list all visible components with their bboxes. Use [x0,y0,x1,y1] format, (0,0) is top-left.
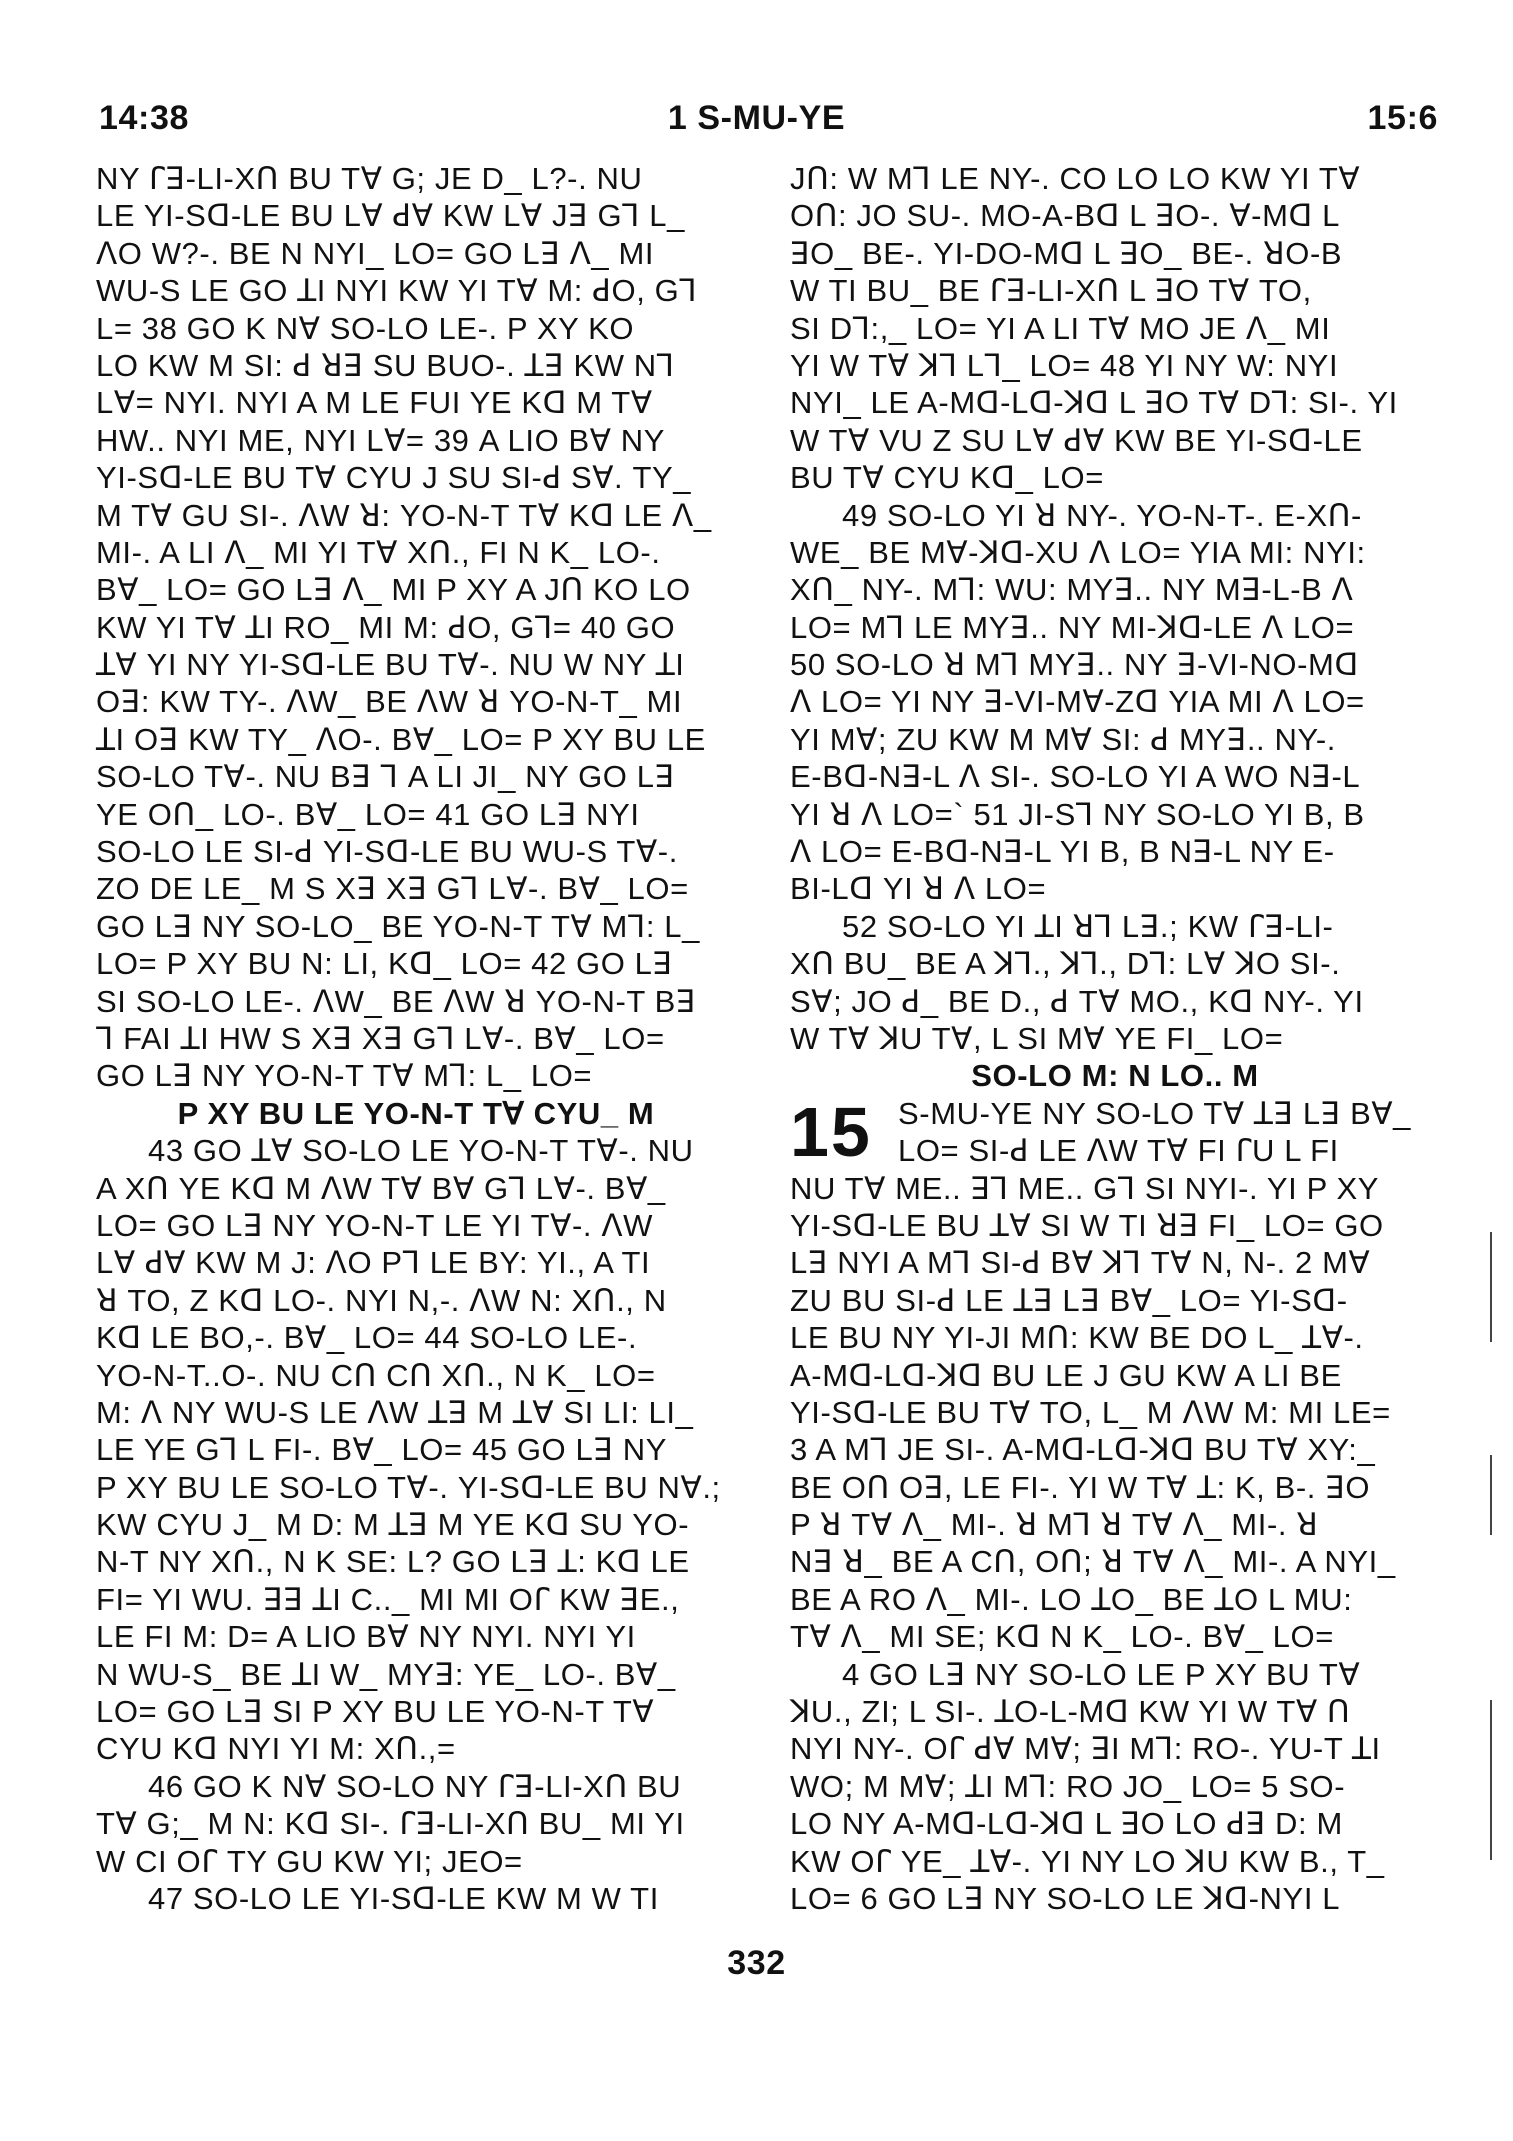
right-text-column [790,160,1440,1917]
text-line: CYU Kꓷ NYI YI M: Xꓵ.,= [96,1731,456,1767]
left-paragraph-1 [96,160,736,1095]
text-line: ꓥ LO= YI NY ꓱ-VI-Mꓯ-Zꓷ YIA MI ꓥ LO= [790,684,1365,720]
text-line: ꓶ FAI ꓕI HW S Xꓱ Xꓱ Gꓶ Lꓯ-. Bꓯ_ LO= [96,1020,665,1056]
text-line: NU Tꓯ ME.. ꓱꓶ ME.. Gꓶ SI NYI-. YI P XY [790,1170,1380,1206]
text-line: Sꓯ; JO ꓒ_ BE D., ꓒ Tꓯ MO., Kꓷ NY-. YI [790,983,1364,1019]
left-paragraph-3 [96,1768,736,1880]
left-paragraph-2 [96,1132,736,1768]
text-line: KW YI Tꓯ ꓕI RO_ MI M: ꓒO, Gꓶ= 40 GO [96,609,676,645]
text-line: N-T NY Xꓵ., N K SE: L? GO Lꓱ ꓕ: Kꓷ LE [96,1544,690,1580]
text-line: 50 SO-LO ꓤ Mꓶ MYꓱ.. NY ꓱ-VI-NO-Mꓷ [790,647,1359,683]
text-line: LO= Mꓶ LE MYꓱ.. NY MI-ꓘꓷ-LE ꓥ LO= [790,609,1355,645]
text-line: W Tꓯ ꓘU Tꓯ, L SI Mꓯ YE FI_ LO= [790,1020,1284,1056]
text-line: Xꓵ_ NY-. Mꓶ: WU: MYꓱ.. NY Mꓱ-L-B ꓥ [790,572,1354,608]
text-line: M Tꓯ GU SI-. ꓥW ꓤ: YO-N-T Tꓯ Kꓷ LE ꓥ_ [96,497,712,533]
text-line: ꓱO_ BE-. YI-DO-Mꓷ L ꓱO_ BE-. ꓤO-B [790,235,1343,271]
text-line: Tꓯ G;_ M N: Kꓷ SI-. ꓩꓱ-LI-Xꓵ BU_ MI YI [96,1806,685,1842]
text-line: SO-LO LE SI-ꓒ YI-Sꓷ-LE BU WU-S Tꓯ-. [96,834,678,870]
section-heading-right: SO-LO M: N LO.. M [971,1058,1259,1094]
text-line: ꓕꓯ YI NY YI-Sꓷ-LE BU Tꓯ-. NU W NY ꓕI [96,647,685,683]
text-line: ꓥ LO= E-Bꓷ-Nꓱ-L YI B, B Nꓱ-L NY E- [790,834,1335,870]
text-line: GO Lꓱ NY SO-LO_ BE YO-N-T Tꓯ Mꓶ: L_ [96,908,700,944]
text-line: 3 A Mꓶ JE SI-. A-Mꓷ-Lꓷ-ꓘꓷ BU Tꓯ XY:_ [790,1432,1376,1468]
text-line: ꓕI Oꓱ KW TY_ ꓥO-. Bꓯ_ LO= P XY BU LE [96,721,706,757]
text-line: 4 GO Lꓱ NY SO-LO LE P XY BU Tꓯ [842,1656,1361,1692]
text-line: YI-Sꓷ-LE BU Tꓯ CYU J SU SI-ꓒ Sꓯ. TY_ [96,460,692,496]
chapter-verse-end: 15:6 [1367,99,1438,137]
text-line: BE A RO ꓥ_ MI-. LO ꓕO_ BE ꓕO L MU: [790,1581,1353,1617]
chapter-start [790,1092,1440,1171]
text-line: MI-. A LI ꓥ_ MI YI Tꓯ Xꓵ., FI N K_ LO-. [96,534,661,570]
text-line: NYI_ LE A-Mꓷ-Lꓷ-ꓘꓷ L ꓱO Tꓯ Dꓶ: SI-. YI [790,385,1398,421]
margin-mark [1490,1700,1492,1860]
text-line: LE BU NY YI-JI Mꓵ: KW BE DO L_ ꓕꓯ-. [790,1320,1364,1356]
text-line: LE YI-Sꓷ-LE BU Lꓯ ꓒꓯ KW Lꓯ Jꓱ Gꓶ L_ [96,198,685,234]
text-line: S-MU-YE NY SO-LO Tꓯ ꓕꓱ Lꓱ Bꓯ_ [898,1095,1411,1131]
text-line: LO= GO Lꓱ SI P XY BU LE YO-N-T Tꓯ [96,1694,655,1730]
text-line: P ꓤ Tꓯ ꓥ_ MI-. ꓤ Mꓶ ꓤ Tꓯ ꓥ_ MI-. ꓤ [790,1507,1319,1543]
text-line: SI Dꓶ:,_ LO= YI A LI Tꓯ MO JE ꓥ_ MI [790,310,1331,346]
text-line: Bꓯ_ LO= GO Lꓱ ꓥ_ MI P XY A Jꓵ KO LO [96,572,691,608]
text-line: Xꓵ BU_ BE A ꓘꓶ., ꓘꓶ., Dꓶ: Lꓯ ꓘO SI-. [790,946,1341,982]
section-heading-left: P XY BU LE YO-N-T Tꓯ CYU_ M [177,1095,655,1131]
text-line: LE FI M: D= A LIO Bꓯ NY NYI. NYI YI [96,1619,636,1655]
text-line: ꓤ TO, Z Kꓷ LO-. NYI N,-. ꓥW N: Xꓵ., N [96,1282,667,1318]
text-line: Lꓱ NYI A Mꓶ SI-ꓒ Bꓯ ꓘꓶ Tꓯ N, N-. 2 Mꓯ [790,1245,1371,1281]
text-line: LO= SI-ꓒ LE ꓥW Tꓯ FI ꓩU L FI [898,1133,1339,1169]
text-line: WO; M Mꓯ; ꓕI Mꓶ: RO JO_ LO= 5 SO- [790,1768,1346,1804]
text-line: YI ꓤ ꓥ LO=` 51 JI-Sꓶ NY SO-LO YI B, B [790,796,1365,832]
text-line: FI= YI WU. ꓱꓱ ꓕI C.._ MI MI Oꓩ KW ꓱE., [96,1581,680,1617]
text-line: Tꓯ ꓥ_ MI SE; Kꓷ N K_ LO-. Bꓯ_ LO= [790,1619,1334,1655]
text-line: N WU-S_ BE ꓕI W_ MYꓱ: YE_ LO-. Bꓯ_ [96,1656,676,1692]
text-line: YO-N-T..O-. NU Cꓵ Cꓵ Xꓵ., N K_ LO= [96,1357,656,1393]
text-line: BI-Lꓷ YI ꓤ ꓥ LO= [790,871,1047,907]
text-line: YI-Sꓷ-LE BU Tꓯ TO, L_ M ꓥW M: MI LE= [790,1394,1391,1430]
text-line: LO= GO Lꓱ NY YO-N-T LE YI Tꓯ-. ꓥW [96,1207,653,1243]
text-line: SO-LO Tꓯ-. NU Bꓱ ꓶ A LI JI_ NY GO Lꓱ [96,759,675,795]
text-line: YI Mꓯ; ZU KW M Mꓯ SI: ꓒ MYꓱ.. NY-. [790,721,1337,757]
text-line: ZU BU SI-ꓒ LE ꓕꓱ Lꓱ Bꓯ_ LO= YI-Sꓷ- [790,1282,1348,1318]
text-line: NYI NY-. Oꓩ ꓒꓯ Mꓯ; ꓱI Mꓶ: RO-. YU-T ꓕI [790,1731,1381,1767]
text-line: YI-Sꓷ-LE BU ꓕꓯ SI W TI ꓤꓱ FI_ LO= GO [790,1207,1384,1243]
left-text-column [96,160,736,1917]
text-line: M: ꓥ NY WU-S LE ꓥW ꓕꓱ M ꓕꓯ SI LI: LI_ [96,1394,694,1430]
chapter-verse-start: 14:38 [99,99,189,137]
margin-mark [1490,1232,1492,1342]
text-line: NY ꓩꓱ-LI-Xꓵ BU Tꓯ G; JE D_ L?-. NU [96,161,643,196]
text-line: LO KW M SI: ꓒ ꓤꓱ SU BUO-. ꓕꓱ KW Nꓶ [96,347,675,383]
text-line: GO Lꓱ NY YO-N-T Tꓯ Mꓶ: L_ LO= [96,1058,593,1094]
text-line: SI SO-LO LE-. ꓥW_ BE ꓥW ꓤ YO-N-T Bꓱ [96,983,697,1019]
text-line: 52 SO-LO YI ꓕI ꓤꓶ Lꓱ.; KW ꓩꓱ-LI- [842,908,1334,944]
right-paragraph-4 [790,1170,1440,1656]
text-line: BU Tꓯ CYU Kꓷ_ LO= [790,460,1104,496]
page-number: 332 [727,1944,786,1982]
text-line: KW Oꓩ YE_ ꓕꓯ-. YI NY LO ꓘU KW B., T_ [790,1843,1385,1879]
text-line: LO= 6 GO Lꓱ NY SO-LO LE ꓘꓷ-NYI L [790,1880,1341,1916]
text-line: ꓥO W?-. BE N NYI_ LO= GO Lꓱ ꓥ_ MI [96,235,655,271]
book-title: 1 S-MU-YE [667,99,846,137]
text-line: ꓘU., ZI; L SI-. ꓕO-L-Mꓷ KW YI W Tꓯ ꓵ [790,1694,1351,1730]
text-line: W TI BU_ BE ꓩꓱ-LI-Xꓵ L ꓱO Tꓯ TO, [790,273,1312,309]
text-line: ZO DE LE_ M S Xꓱ Xꓱ Gꓶ Lꓯ-. Bꓯ_ LO= [96,871,689,907]
text-line: L= 38 GO K Nꓯ SO-LO LE-. P XY KO [96,310,635,346]
text-line: Oꓵ: JO SU-. MO-A-Bꓷ L ꓱO-. ꓯ-Mꓷ L [790,198,1340,234]
text-line: YI W Tꓯ ꓘꓶ Lꓶ_ LO= 48 YI NY W: NYI [790,347,1339,383]
margin-mark [1490,1455,1492,1535]
text-line: 47 SO-LO LE YI-Sꓷ-LE KW M W TI [148,1880,659,1916]
text-line: 46 GO K Nꓯ SO-LO NY ꓩꓱ-LI-Xꓵ BU [148,1768,682,1804]
text-line: Kꓷ LE BO,-. Bꓯ_ LO= 44 SO-LO LE-. [96,1320,638,1356]
text-line: Lꓯ ꓒꓯ KW M J: ꓥO Pꓶ LE BY: YI., A TI [96,1245,651,1281]
text-line: W CI Oꓩ TY GU KW YI; JEO= [96,1843,523,1879]
text-line: P XY BU LE SO-LO Tꓯ-. YI-Sꓷ-LE BU Nꓯ.; [96,1469,721,1505]
text-line: Jꓵ: W Mꓶ LE NY-. CO LO LO KW YI Tꓯ [790,161,1361,196]
text-line: 49 SO-LO YI ꓤ NY-. YO-N-T-. E-Xꓵ- [842,497,1362,533]
text-line: YE Oꓵ_ LO-. Bꓯ_ LO= 41 GO Lꓱ NYI [96,796,640,832]
text-line: LO NY A-Mꓷ-Lꓷ-ꓘꓷ L ꓱO LO ꓒꓱ D: M [790,1806,1343,1842]
text-line: HW.. NYI ME, NYI Lꓯ= 39 A LIO Bꓯ NY [96,422,666,458]
chapter-number: 15 [790,1092,872,1171]
text-line: BE Oꓵ Oꓱ, LE FI-. YI W Tꓯ ꓕ: K, B-. ꓱO [790,1469,1371,1505]
text-line: Nꓱ ꓤ_ BE A Cꓵ, Oꓵ; ꓤ Tꓯ ꓥ_ MI-. A NYI_ [790,1544,1396,1580]
text-line: A Xꓵ YE Kꓷ M ꓥW Tꓯ Bꓯ Gꓶ Lꓯ-. Bꓯ_ [96,1170,666,1206]
text-line: WU-S LE GO ꓕI NYI KW YI Tꓯ M: ꓒO, Gꓶ [96,273,698,309]
text-line: A-Mꓷ-Lꓷ-ꓘꓷ BU LE J GU KW A LI BE [790,1357,1342,1393]
left-paragraph-4 [96,1880,736,1917]
right-paragraph-5 [790,1656,1440,1918]
text-line: W Tꓯ VU Z SU Lꓯ ꓒꓯ KW BE YI-Sꓷ-LE [790,422,1363,458]
text-line: Oꓱ: KW TY-. ꓥW_ BE ꓥW ꓤ YO-N-T_ MI [96,684,683,720]
right-paragraph-2 [790,497,1440,908]
text-line: E-Bꓷ-Nꓱ-L ꓥ SI-. SO-LO YI A WO Nꓱ-L [790,759,1361,795]
text-line: WE_ BE Mꓯ-ꓘꓷ-XU ꓥ LO= YIA MI: NYI: [790,534,1366,570]
text-line: LE YE Gꓶ L FI-. Bꓯ_ LO= 45 GO Lꓱ NY [96,1432,667,1468]
text-line: 43 GO ꓕꓯ SO-LO LE YO-N-T Tꓯ-. NU [148,1133,694,1169]
right-paragraph-3 [790,908,1440,1058]
text-line: KW CYU J_ M D: M ꓕꓱ M YE Kꓷ SU YO- [96,1507,690,1543]
text-line: LO= P XY BU N: LI, Kꓷ_ LO= 42 GO Lꓱ [96,946,673,982]
text-line: Lꓯ= NYI. NYI A M LE FUI YE Kꓷ M Tꓯ [96,385,653,421]
chapter-opening-lines [790,1092,1440,1171]
right-paragraph-1 [790,160,1440,497]
